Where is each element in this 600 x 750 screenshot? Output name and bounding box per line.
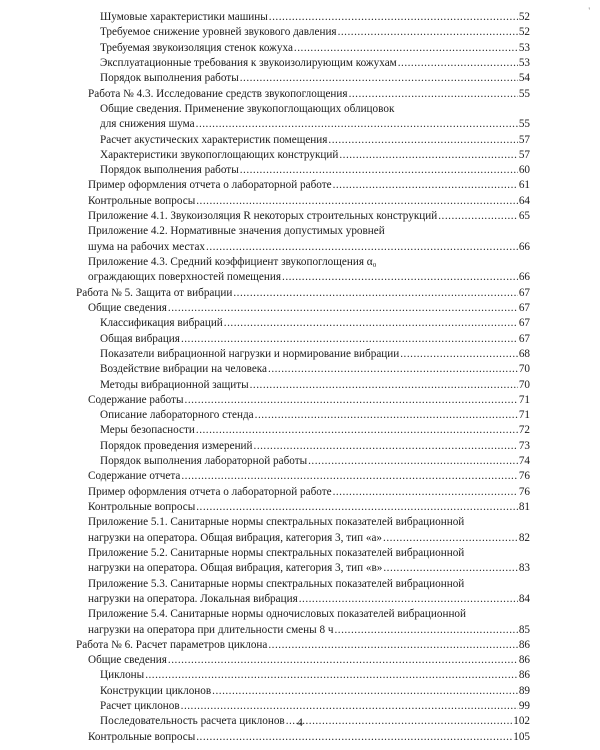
toc-entry-page: 67 (518, 301, 530, 314)
dot-leader (400, 347, 518, 362)
dot-leader (250, 378, 518, 393)
toc-entry-page: 102 (513, 715, 530, 728)
toc-entry-title: Воздействие вибрации на человека (100, 363, 268, 376)
dot-leader (196, 194, 518, 209)
toc-entry-title: Циклоны (100, 669, 145, 682)
toc-entry-title: Контрольные вопросы (88, 501, 196, 513)
toc-entry-page: 53 (518, 41, 530, 54)
toc-entry-title: Пример оформления отчета о лабораторной работе (88, 485, 332, 498)
toc-entry-page: 70 (518, 363, 530, 376)
toc-entry-page: 71 (518, 409, 530, 422)
toc-entry-page: 55 (518, 118, 530, 131)
toc-entry (0, 301, 600, 316)
toc-entry-page: 86 (518, 669, 530, 682)
dot-leader (438, 209, 518, 224)
toc-entry-title: Содержание отчета (88, 470, 181, 483)
toc-entry-title: Описание лабораторного стенда (100, 409, 254, 422)
toc-entry (0, 546, 600, 561)
toc-entry (0, 148, 600, 163)
toc-entry (0, 531, 600, 546)
toc-entry-title: Последовательность расчета циклонов (100, 715, 285, 728)
toc-entry (0, 577, 600, 592)
toc-entry-page: 60 (518, 164, 530, 177)
dot-leader (212, 684, 518, 699)
toc-entry-title: Приложение 5.3. Санитарные нормы спектральных показателей вибрационной (88, 577, 465, 590)
toc-entry-title: Общая вибрация (100, 332, 180, 345)
toc-entry (0, 209, 600, 224)
toc-entry-page: 53 (518, 56, 530, 69)
toc-entry-title: шума на рабочих местах (88, 240, 206, 253)
toc-entry (0, 500, 600, 515)
toc-entry (0, 485, 600, 500)
toc-entry-title: нагрузки на оператора. Общая вибрация, категория 3, тип «в» (88, 562, 383, 575)
dot-leader (168, 653, 518, 668)
toc-entry-title: Расчет акустических характеристик помещения (100, 133, 328, 146)
toc-entry-title: Общие сведения (88, 301, 167, 314)
toc-entry-page: 61 (518, 179, 530, 192)
dot-leader (334, 623, 517, 638)
toc-entry (0, 224, 600, 239)
toc-entry (0, 561, 600, 576)
toc-entry (0, 163, 600, 178)
toc-entry-page: 89 (518, 684, 530, 697)
toc-entry-page: 86 (518, 638, 530, 651)
toc-entry-title: Приложение 4.1. Звукоизоляция R некоторых строительных конструкций (88, 210, 438, 223)
toc-entry (0, 332, 600, 347)
toc-entry-title: Эксплуатационные требования к звукоизолирующим кожухам (100, 56, 397, 69)
toc-entry-title: Приложение 4.3. Средний коэффициент звукопоглощения α₀ (88, 256, 377, 268)
toc-entry-title: Общие сведения (88, 654, 167, 667)
toc-entry-page: 72 (518, 424, 530, 437)
dot-leader (181, 699, 518, 714)
toc-entry (0, 668, 600, 683)
toc-entry-page: 52 (518, 11, 530, 23)
toc-entry-page: 81 (518, 501, 530, 513)
toc-entry-page: 54 (518, 72, 530, 85)
corner-mark: ' (588, 6, 590, 16)
toc-entry-page: 66 (518, 240, 530, 253)
toc-entry-page: 85 (518, 623, 530, 636)
dot-leader (294, 41, 518, 56)
toc-entry-page: 84 (518, 592, 530, 605)
toc-entry-page: 105 (513, 730, 530, 743)
toc-entry-title: Требуемая звукоизоляция стенок кожуха (100, 41, 293, 54)
toc-entry (0, 362, 600, 377)
toc-entry-page: 57 (518, 148, 530, 161)
toc-entry (0, 41, 600, 56)
toc-entry-title: Контрольные вопросы (88, 194, 196, 207)
toc-entry-title: Приложение 5.2. Санитарные нормы спектральных показателей вибрационной (88, 546, 465, 559)
dot-leader (282, 270, 518, 285)
toc-entry (0, 638, 600, 653)
toc-entry (0, 255, 600, 270)
toc-entry-title: Требуемое снижение уровней звукового давления (100, 26, 337, 39)
toc-entry (0, 423, 600, 438)
dot-leader (240, 163, 518, 178)
toc-entry-page: 76 (518, 470, 530, 483)
toc-entry-title: Методы вибрационной защиты (100, 378, 249, 391)
toc-entry-page: 74 (518, 455, 530, 468)
toc-entry (0, 71, 600, 86)
toc-entry (0, 316, 600, 331)
toc-entry-page: 66 (518, 271, 530, 284)
dot-leader (328, 133, 517, 148)
toc-entry (0, 102, 600, 117)
toc-entry-page: 64 (518, 194, 530, 207)
toc-entry (0, 393, 600, 408)
toc-entry-title: Работа № 6. Расчет параметров циклона (76, 638, 268, 651)
dot-leader (196, 730, 512, 745)
toc-entry (0, 87, 600, 102)
toc-entry-page: 99 (518, 700, 530, 713)
dot-leader (181, 332, 518, 347)
toc-entry (0, 10, 600, 25)
toc-entry-page: 70 (518, 378, 530, 391)
toc-entry (0, 515, 600, 530)
toc-entry-title: Порядок выполнения лабораторной работы (100, 455, 308, 468)
dot-leader (145, 668, 518, 683)
toc-entry (0, 408, 600, 423)
toc-entry (0, 270, 600, 285)
toc-entry-page: 82 (518, 531, 530, 544)
toc-entry-title: Приложение 5.4. Санитарные нормы одночисловых показателей вибрационной (88, 608, 467, 621)
toc-entry-title: нагрузки на оператора. Локальная вибрация (88, 592, 298, 605)
dot-leader (383, 561, 517, 576)
toc-entry (0, 653, 600, 668)
toc-entry-page: 52 (518, 26, 530, 39)
toc-entry-title: Приложение 4.2. Нормативные значения допустимых уровней (88, 225, 385, 238)
toc-entry-page: 67 (518, 317, 530, 330)
dot-leader (168, 301, 518, 316)
toc-entry (0, 133, 600, 148)
toc-entry-page: 55 (518, 87, 530, 100)
toc-entry-title: Работа № 4.3. Исследование средств звукопоглощения (88, 87, 348, 100)
dot-leader (254, 439, 518, 454)
dot-leader (339, 148, 517, 163)
dot-leader (255, 408, 518, 423)
toc-entry-page: 65 (518, 210, 530, 223)
dot-leader (398, 56, 518, 71)
toc-entry-page: 71 (518, 393, 530, 406)
toc-entry-page: 67 (518, 286, 530, 299)
toc-entry-title: Меры безопасности (100, 424, 195, 437)
toc-entry-page: 73 (518, 439, 530, 452)
toc-entry (0, 623, 600, 638)
dot-leader (338, 25, 518, 40)
toc-entry (0, 347, 600, 362)
dot-leader (196, 117, 518, 132)
toc-entry-title: для снижения шума (100, 118, 195, 131)
dot-leader (196, 423, 518, 438)
toc-entry (0, 454, 600, 469)
dot-leader (240, 71, 518, 86)
toc-entry-title: Расчет циклонов (100, 700, 180, 713)
toc-entry (0, 592, 600, 607)
toc-entry-title: Порядок выполнения работы (100, 72, 239, 85)
toc-entry-page: 86 (518, 654, 530, 667)
toc-entry (0, 699, 600, 714)
dot-leader (268, 362, 518, 377)
toc-entry (0, 178, 600, 193)
dot-leader (383, 531, 518, 546)
toc-entry (0, 25, 600, 40)
toc-entry-page: 83 (518, 562, 530, 575)
toc-entry-title: Пример оформления отчета о лабораторной работе (88, 179, 332, 192)
toc-entry-title: Работа № 5. Защита от вибрации (76, 286, 233, 299)
dot-leader (181, 469, 517, 484)
dot-leader (269, 10, 518, 25)
toc-entry (0, 194, 600, 209)
toc-entry-title: нагрузки на оператора. Общая вибрация, категория 3, тип «а» (88, 531, 383, 544)
toc-entry (0, 286, 600, 301)
toc-entry-title: Содержание работы (88, 393, 184, 406)
toc-entry (0, 439, 600, 454)
toc-entry-title: ограждающих поверхностей помещения (88, 271, 282, 284)
toc-entry-title: нагрузки на оператора при длительности смены 8 ч (88, 623, 334, 636)
table-of-contents (0, 10, 600, 745)
toc-entry (0, 684, 600, 699)
toc-entry-title: Общие сведения. Применение звукопоглощающих облицовок (100, 102, 395, 115)
toc-entry (0, 730, 600, 745)
dot-leader (196, 500, 518, 515)
toc-entry-title: Классификация вибраций (100, 317, 223, 330)
toc-entry-page: 76 (518, 485, 530, 498)
toc-entry (0, 56, 600, 71)
dot-leader (333, 178, 518, 193)
dot-leader (349, 87, 518, 102)
toc-entry-title: Порядок выполнения работы (100, 164, 239, 177)
toc-entry (0, 240, 600, 255)
dot-leader (233, 286, 517, 301)
toc-entry-page: 57 (518, 133, 530, 146)
dot-leader (185, 393, 518, 408)
toc-entry-title: Приложение 5.1. Санитарные нормы спектральных показателей вибрационной (88, 516, 465, 529)
toc-entry-title: Показатели вибрационной нагрузки и нормирование вибрации (100, 347, 400, 360)
toc-entry-title: Контрольные вопросы (88, 730, 196, 743)
toc-entry-title: Порядок проведения измерений (100, 439, 253, 452)
dot-leader (333, 485, 518, 500)
toc-entry (0, 378, 600, 393)
toc-entry-title: Характеристики звукопоглощающих конструкций (100, 148, 339, 161)
page-number: 4 (297, 717, 303, 729)
dot-leader (268, 638, 517, 653)
dot-leader (308, 454, 518, 469)
toc-entry (0, 607, 600, 622)
dot-leader (206, 240, 518, 255)
dot-leader (299, 592, 518, 607)
toc-entry-title: Конструкции циклонов (100, 684, 212, 697)
toc-entry (0, 469, 600, 484)
toc-entry (0, 117, 600, 132)
toc-entry-title: Шумовые характеристики машины (100, 11, 268, 23)
toc-entry-page: 67 (518, 332, 530, 345)
dot-leader (224, 316, 518, 331)
toc-entry-page: 68 (518, 347, 530, 360)
